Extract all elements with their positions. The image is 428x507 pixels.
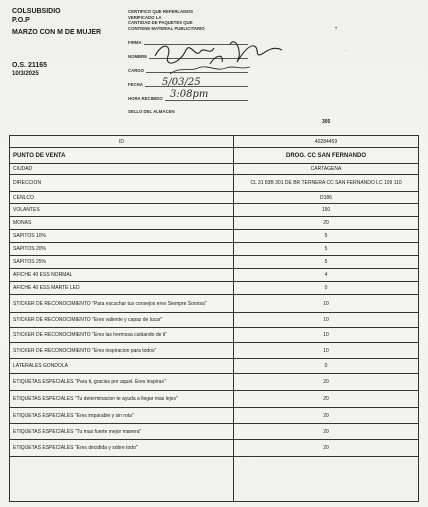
row-value: 10 (234, 295, 419, 313)
row-value: 20 (234, 424, 419, 440)
row-label: ETIQUETAS ESPECIALES "Para ti, gracias por aquel. Eres inspiras" (10, 374, 234, 391)
table-row (10, 343, 419, 359)
company-name: COLSUBSIDIO (12, 8, 61, 15)
row-value: 10 (234, 328, 419, 343)
stamp-sello-row (128, 109, 248, 115)
stamp-fecha-label: FECHA (128, 81, 143, 87)
material-table (9, 135, 419, 502)
table-row (10, 374, 419, 391)
row-value: 20 (234, 391, 419, 408)
row-label: AFICHE 40 ESS NORMAL (10, 269, 234, 282)
handwritten-time: 3:08pm (170, 89, 209, 100)
table-row (10, 164, 419, 175)
stamp-line-3: CANTIDAD DE PAQUETES QUE (128, 20, 193, 26)
table-row (10, 391, 419, 408)
row-value: 20 (234, 374, 419, 391)
stamp-line-2: VERIFICADO LA (128, 14, 162, 20)
margin-mark: • (335, 26, 338, 32)
table-row (10, 243, 419, 256)
table-row (10, 269, 419, 282)
row-value: 5 (234, 256, 419, 269)
row-value: 20 (234, 440, 419, 457)
row-label: SAPITOS 20% (10, 243, 234, 256)
id-label: ID (10, 136, 234, 148)
row-label: STICKER DE RECONOCIMIENTO "Eres inspiracion para todos" (10, 343, 234, 359)
table-row-empty (10, 457, 419, 502)
row-label: SAPITOS 10% (10, 230, 234, 243)
empty-cell (234, 457, 419, 502)
row-label: PUNTO DE VENTA (10, 148, 234, 164)
row-value: D186 (234, 192, 419, 204)
row-value: 5 (234, 230, 419, 243)
campaign-name: MARZO CON M DE MUJER (12, 29, 102, 36)
stamp-cargo-label: CARGO (128, 67, 144, 73)
stamp-line-4: CONTIENE MATERIAL PUBLICITARIO (128, 25, 205, 31)
order-block (12, 61, 47, 79)
row-value: 0 (234, 282, 419, 295)
table-row (10, 313, 419, 328)
row-value: 150 (234, 204, 419, 217)
table-row (10, 175, 419, 192)
table-row (10, 256, 419, 269)
row-value: 10 (234, 313, 419, 328)
row-value: CARTAGENA (234, 164, 419, 175)
row-label: ETIQUETAS ESPECIALES "Eres imparable y sin rota" (10, 408, 234, 424)
row-value: CL 31 83B 301 DE BR TERNERA CC SAN FERNANDO LC 109 110 (234, 175, 419, 192)
stamp-hora-label: HORA RECIBIDO (128, 95, 163, 101)
table-row (10, 148, 419, 164)
row-value: 20 (234, 408, 419, 424)
row-label: LATERALES GONDOLA (10, 359, 234, 374)
row-value: DROG. CC SAN FERNANDO (234, 148, 419, 164)
empty-cell (10, 457, 234, 502)
table-row (10, 136, 419, 148)
row-label: ETIQUETAS ESPECIALES "Tu determinacion te ayuda a llegar mas lejos" (10, 391, 234, 408)
table-row (10, 408, 419, 424)
table-row (10, 217, 419, 230)
row-label: STICKER DE RECONOCIMIENTO "Para escuchar tus consejos eres Siempre Sonrisa" (10, 295, 234, 313)
table-row (10, 192, 419, 204)
header-block (12, 7, 101, 37)
id-value: 40284459 (234, 136, 419, 148)
row-label: SAPITOS 25% (10, 256, 234, 269)
stamp-firma-label: FIRMA (128, 39, 142, 45)
row-label: AFICHE 40 ESS MARTE LED (10, 282, 234, 295)
row-value: 4 (234, 269, 419, 282)
row-value: 20 (234, 217, 419, 230)
row-label: VOLANTES (10, 204, 234, 217)
row-label: ETIQUETAS ESPECIALES "Eres decidida y sobre todo" (10, 440, 234, 457)
order-number: O.S. 21165 (12, 62, 48, 69)
row-label: CIUDAD (10, 164, 234, 175)
row-label: STICKER DE RECONOCIMIENTO "Eres las hermosa cuidando de ti" (10, 328, 234, 343)
stamp-nombre-label: NOMBRE (128, 53, 148, 59)
stamp-sello-label: SELLO DEL ALMACEN (128, 109, 175, 115)
page-number: 305 (322, 119, 331, 125)
row-label: ETIQUETAS ESPECIALES "Tu mas fuerte mejor manera" (10, 424, 234, 440)
row-label: DIRECCION (10, 175, 234, 192)
table-row (10, 230, 419, 243)
table-row (10, 204, 419, 217)
table-row (10, 282, 419, 295)
row-label: CENLCO (10, 192, 234, 204)
table-row (10, 424, 419, 440)
order-date: 10/3/2025 (12, 71, 39, 77)
stamp-line-1: CERTIFICO QUE REFERLAMOS (128, 9, 193, 14)
table-row (10, 295, 419, 313)
table-row (10, 359, 419, 374)
row-value: 0 (234, 359, 419, 374)
pop-label: P.O.P (12, 17, 30, 24)
row-label: MONAS (10, 217, 234, 230)
row-label: STICKER DE RECONOCIMIENTO "Eres valiente y capaz de lucar" (10, 313, 234, 328)
row-value: 5 (234, 243, 419, 256)
table-row (10, 440, 419, 457)
table-row (10, 328, 419, 343)
row-value: 10 (234, 343, 419, 359)
handwritten-date: 5/03/25 (162, 77, 201, 88)
margin-mark: · (345, 48, 347, 54)
